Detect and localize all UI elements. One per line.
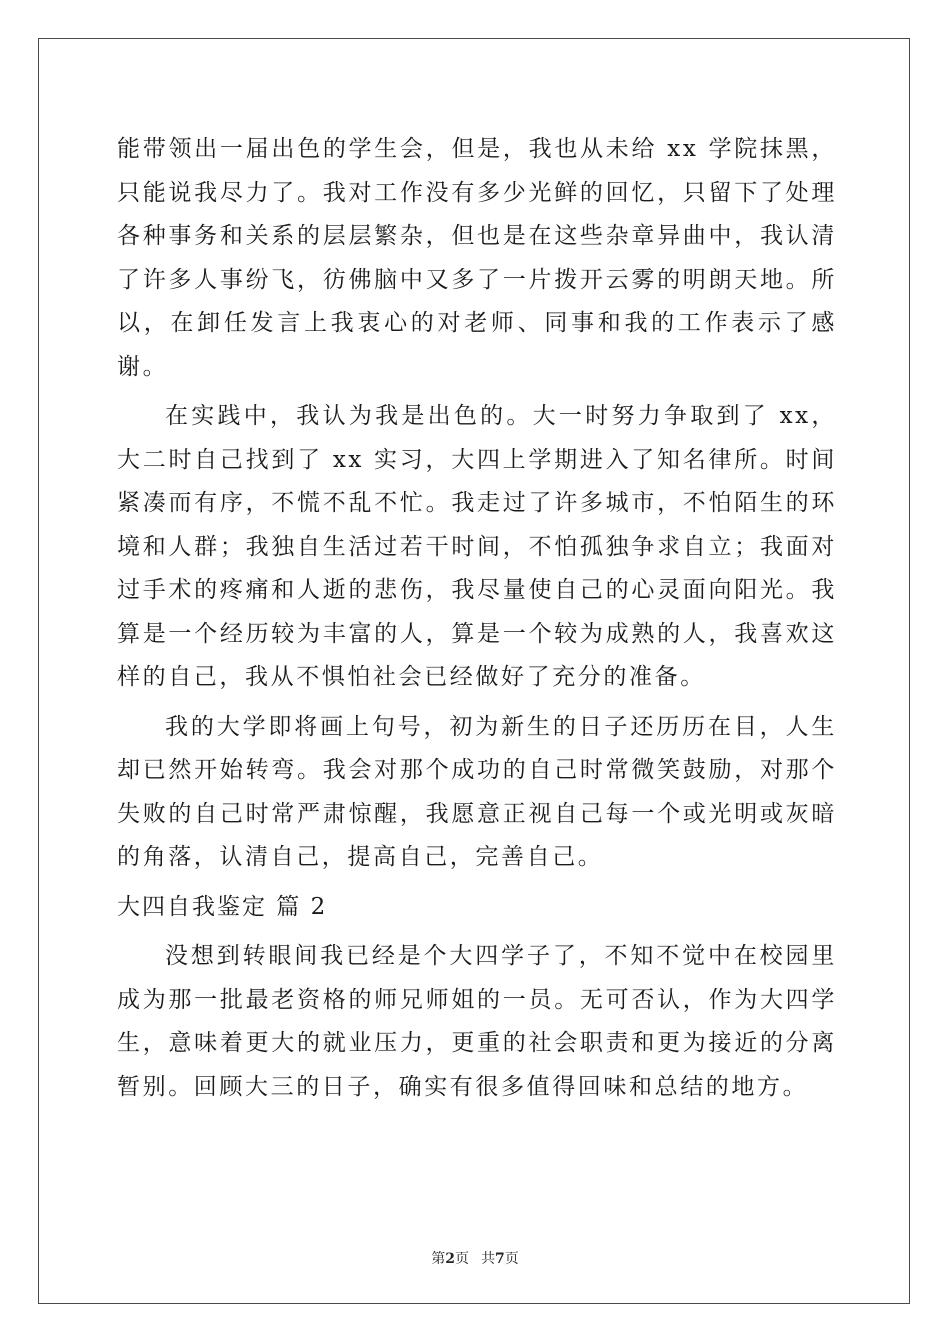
paragraph-4: 没想到转眼间我已经是个大四学子了，不知不觉中在校园里成为那一批最老资格的师兄师姐的一员。无可否认，作为大四学生，意味着更大的就业压力，更重的社会职责和更为接近的分离暂别。回顾大三的日子，确实有很多值得回味和总结的地方。 xyxy=(117,943,837,1100)
paragraph-1: 能带领出一届出色的学生会，但是，我也从未给 xx 学院抹黑，只能说我尽力了。我对工作没有多少光鲜的回忆，只留下了处理各种事务和关系的层层繁杂，但也是在这些杂章异曲中，我认清了许多人事纷飞，彷佛脑中又多了一片拨开云雾的明朗天地。所以，在卸任发言上我衷心的对老师、同事和我的工作表示了感谢。 xyxy=(117,136,837,380)
section-heading: 大四自我鉴定 篇 2 xyxy=(117,893,328,920)
page-footer xyxy=(0,1248,950,1268)
paragraph-2: 在实践中，我认为我是出色的。大一时努力争取到了 xx，大二时自己找到了 xx 实习，大四上学期进入了知名律所。时间紧凑而有序，不慌不乱不忙。我走过了许多城市，不怕陌生的环境和人群；我独自生活过若干时间，不怕孤独争求自立；我面对过手术的疼痛和人逝的悲伤，我尽量使自己的心灵面向阳光。我算是一个经历较为丰富的人，算是一个较为成熟的人，我喜欢这样的自己，我从不惧怕社会已经做好了充分的准备。 xyxy=(117,403,837,690)
footer-total-prefix: 共 xyxy=(481,1251,495,1267)
footer-page-number: 2 xyxy=(445,1251,455,1267)
document-body xyxy=(117,128,837,1109)
footer-page-prefix: 第 xyxy=(431,1251,446,1267)
footer-total-pages: 7 xyxy=(495,1251,505,1267)
paragraph-3: 我的大学即将画上句号，初为新生的日子还历历在目，人生却已然开始转弯。我会对那个成功的自己时常微笑鼓励，对那个失败的自己时常严肃惊醒，我愿意正视自己每一个或光明或灰暗的角落，认清自己，提高自己，完善自己。 xyxy=(117,713,837,870)
footer-total-suffix: 页 xyxy=(504,1251,519,1267)
footer-page-suffix: 页 xyxy=(455,1251,469,1267)
